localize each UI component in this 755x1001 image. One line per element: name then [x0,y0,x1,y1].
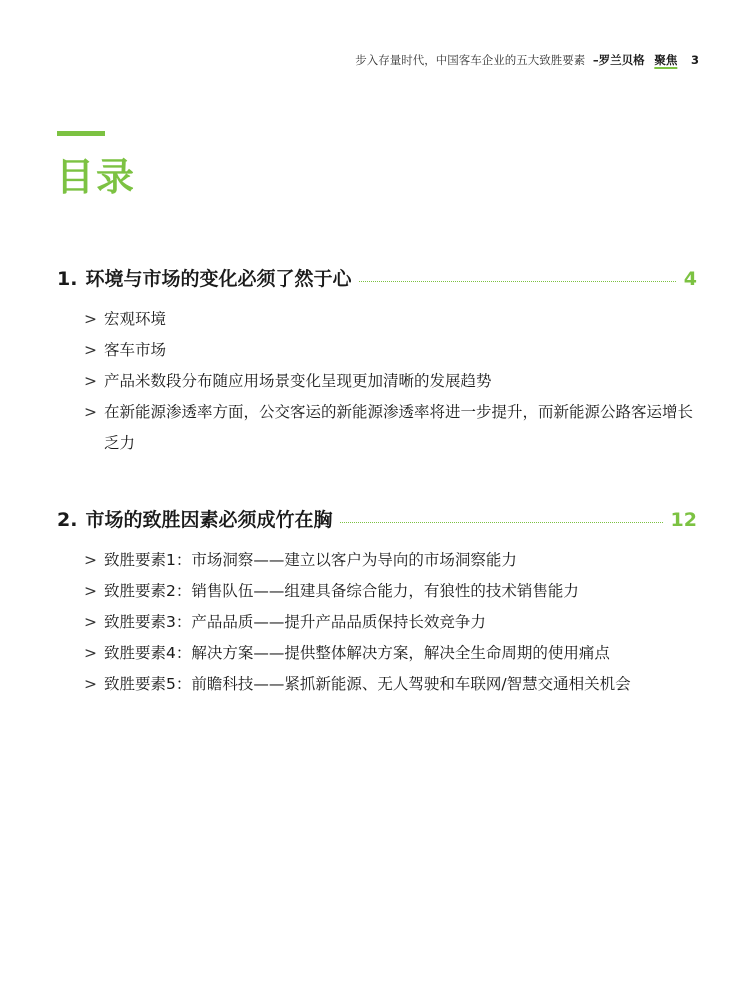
chevron-right-icon: > [84,341,97,359]
chevron-right-icon: > [84,403,97,421]
section-label: 聚焦 [654,53,678,67]
toc-item-text: 客车市场 [104,341,167,359]
chevron-right-icon: > [84,675,97,693]
page-number: 3 [690,53,699,67]
toc-item-text: 致胜要素4：解决方案——提供整体解决方案，解决全生命周期的使用痛点 [104,644,610,662]
section-title: 市场的致胜因素必须成竹在胸 [85,509,333,531]
toc-item-text: 致胜要素5：前瞻科技——紧抓新能源、无人驾驶和车联网/智慧交通相关机会 [104,675,631,693]
toc-section-1 [57,264,697,459]
toc-item-list [57,545,697,700]
brand-name: –罗兰贝格 [592,53,645,67]
dot-leader [340,522,662,523]
page-header [355,52,699,68]
section-number: 2. [57,509,78,531]
section-title: 环境与市场的变化必须了然于心 [85,268,352,290]
chevron-right-icon: > [84,582,97,600]
toc-item[interactable] [57,304,697,335]
section-number: 1. [57,268,78,290]
toc-section-heading[interactable] [57,264,697,294]
chevron-right-icon: > [84,551,97,569]
title-accent-bar [57,131,105,136]
toc-item-text: 致胜要素2：销售队伍——组建具备综合能力，有狼性的技术销售能力 [104,582,579,600]
chevron-right-icon: > [84,613,97,631]
toc-item[interactable] [57,576,697,607]
page-title: 目录 [56,155,137,199]
toc-item-text: 在新能源渗透率方面，公交客运的新能源渗透率将进一步提升，而新能源公路客运增长乏力 [104,403,694,452]
toc-item[interactable] [57,545,697,576]
toc-item-text: 致胜要素1：市场洞察——建立以客户为导向的市场洞察能力 [104,551,517,569]
toc-item[interactable] [57,669,697,700]
toc-item-text: 致胜要素3：产品品质——提升产品品质保持长效竞争力 [104,613,486,631]
toc-item[interactable] [57,638,697,669]
dot-leader [359,281,675,282]
section-page-number: 4 [683,268,697,290]
toc-section-heading[interactable] [57,505,697,535]
report-title: 步入存量时代，中国客车企业的五大致胜要素 [355,53,586,67]
toc-item-text: 宏观环境 [104,310,167,328]
toc-item[interactable] [57,607,697,638]
toc-section-2 [57,505,697,700]
chevron-right-icon: > [84,644,97,662]
chevron-right-icon: > [84,310,97,328]
chevron-right-icon: > [84,372,97,390]
toc-item[interactable] [57,397,697,459]
toc-item[interactable] [57,335,697,366]
toc-item-list [57,304,697,459]
toc-item[interactable] [57,366,697,397]
toc-item-text: 产品米数段分布随应用场景变化呈现更加清晰的发展趋势 [104,372,492,390]
section-page-number: 12 [670,509,697,531]
